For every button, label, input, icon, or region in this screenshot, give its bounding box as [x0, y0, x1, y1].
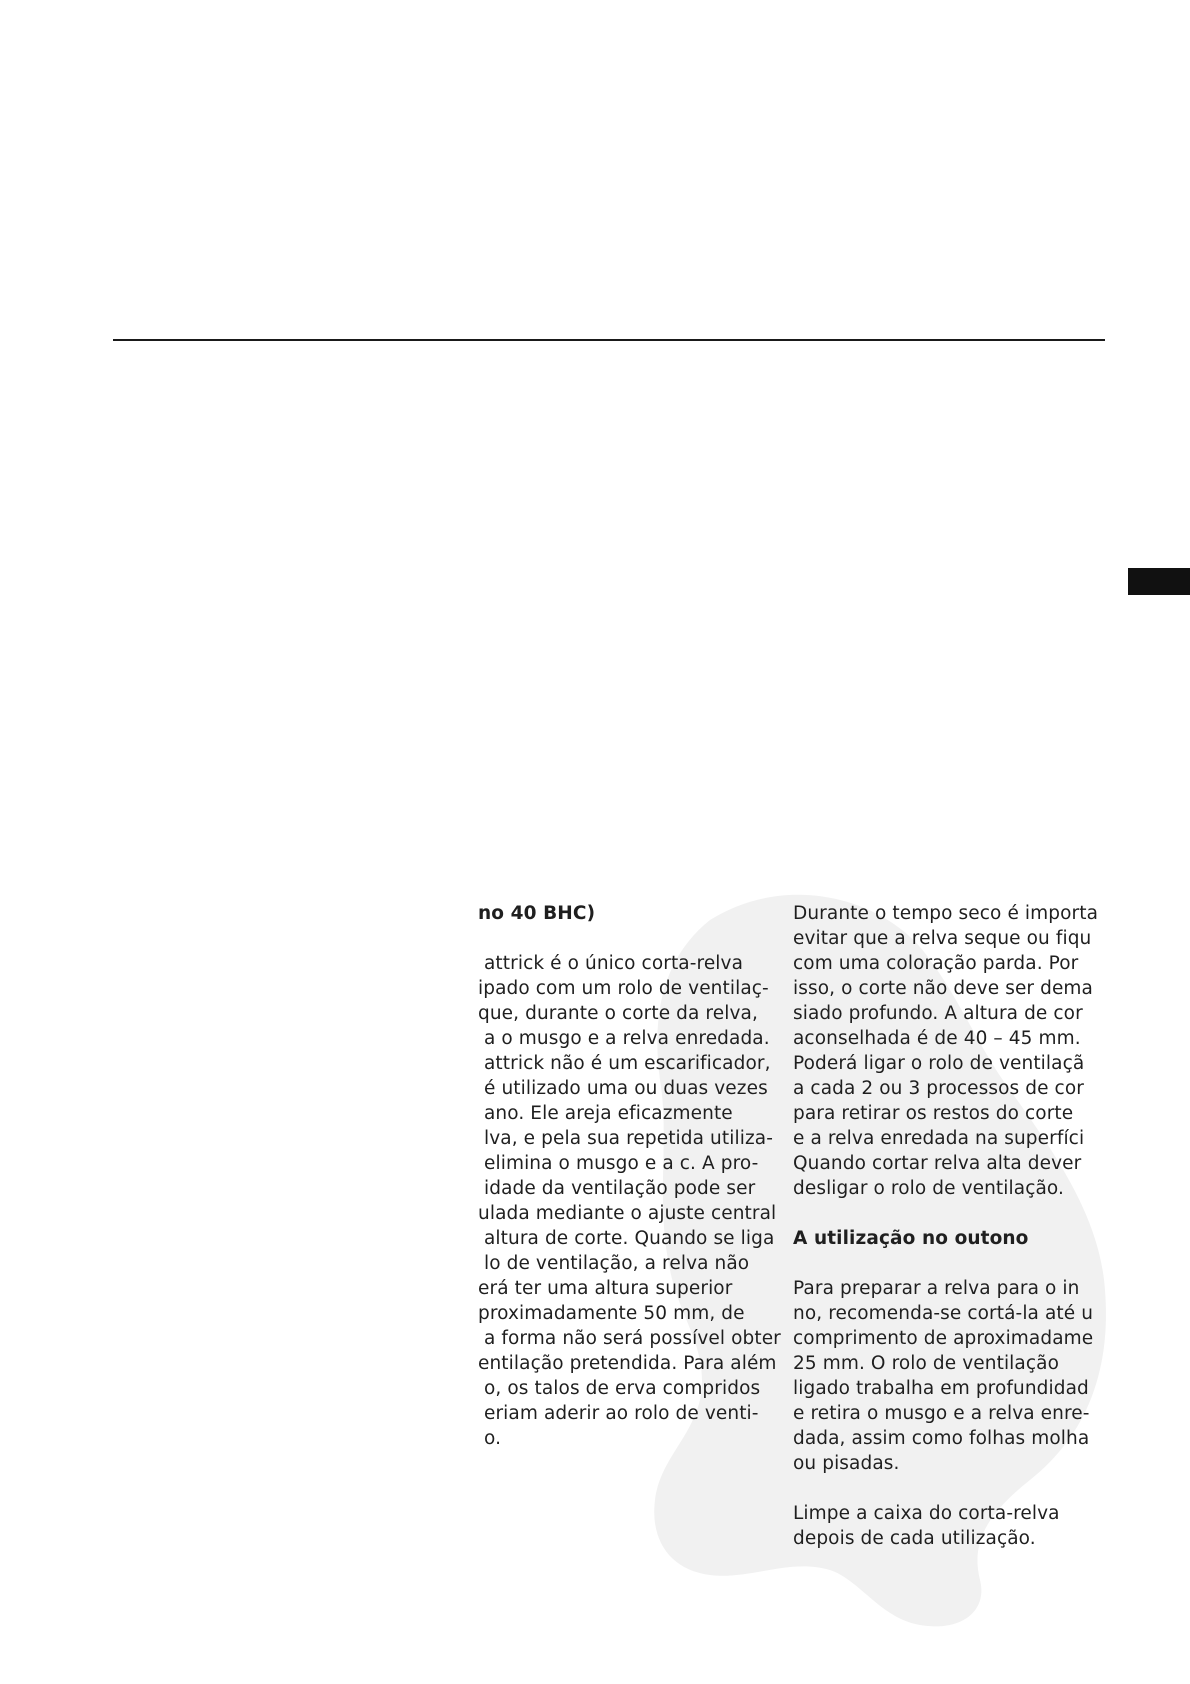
left-line: attrick é o único corta-relva: [478, 953, 744, 974]
spacer: [478, 926, 796, 951]
left-line: altura de corte. Quando se liga: [478, 1228, 775, 1249]
right-line: isso, o corte não deve ser dema: [793, 978, 1093, 999]
left-line: a forma não será possível obter: [478, 1328, 781, 1349]
left-line: o.: [478, 1428, 502, 1449]
autumn-section-heading: A utilização no outono: [793, 1228, 1029, 1249]
right-line: comprimento de aproximadame: [793, 1328, 1094, 1349]
right-line: Para preparar a relva para o in: [793, 1278, 1080, 1299]
right-line: depois de cada utilização.: [793, 1528, 1036, 1549]
left-line: ulada mediante o ajuste central: [478, 1203, 777, 1224]
right-column: [793, 901, 1099, 1551]
spacer: [793, 1201, 1093, 1226]
right-line: aconselhada é de 40 – 45 mm.: [793, 1028, 1081, 1049]
right-line: Durante o tempo seco é importa: [793, 903, 1099, 924]
right-line: e a relva enredada na superfíci: [793, 1128, 1085, 1149]
right-line: desligar o rolo de ventilação.: [793, 1178, 1064, 1199]
right-line: e retira o musgo e a relva enre-: [793, 1403, 1090, 1424]
spacer: [793, 1476, 1093, 1501]
left-line: proximadamente 50 mm, de: [478, 1303, 745, 1324]
left-column: [478, 901, 796, 1451]
left-line: eriam aderir ao rolo de venti-: [478, 1403, 759, 1424]
left-column-heading: no 40 BHC): [478, 903, 596, 924]
left-line: attrick não é um escarificador,: [478, 1053, 771, 1074]
left-line: a o musgo e a relva enredada.: [478, 1028, 770, 1049]
left-line: lo de ventilação, a relva não: [478, 1253, 750, 1274]
right-line: dada, assim como folhas molha: [793, 1428, 1090, 1449]
right-line: Limpe a caixa do corta-relva: [793, 1503, 1060, 1524]
left-line: idade da ventilação pode ser: [478, 1178, 756, 1199]
section-edge-tab: [1128, 568, 1190, 595]
left-line: o, os talos de erva compridos: [478, 1378, 761, 1399]
right-line: ligado trabalha em profundidad: [793, 1378, 1089, 1399]
left-line: erá ter uma altura superior: [478, 1278, 733, 1299]
right-line: evitar que a relva seque ou fiqu: [793, 928, 1092, 949]
left-line: entilação pretendida. Para além: [478, 1353, 777, 1374]
right-line: a cada 2 ou 3 processos de cor: [793, 1078, 1084, 1099]
left-line: ano. Ele areja eficazmente: [478, 1103, 733, 1124]
left-line: ipado com um rolo de ventilaç-: [478, 978, 769, 999]
right-line: siado profundo. A altura de cor: [793, 1003, 1083, 1024]
right-line: no, recomenda-se cortá-la até u: [793, 1303, 1094, 1324]
right-line: Poderá ligar o rolo de ventilaçã: [793, 1053, 1085, 1074]
right-line: 25 mm. O rolo de ventilação: [793, 1353, 1059, 1374]
right-line: ou pisadas.: [793, 1453, 900, 1474]
right-line: para retirar os restos do corte: [793, 1103, 1074, 1124]
left-line: lva, e pela sua repetida utiliza-: [478, 1128, 773, 1149]
right-line: com uma coloração parda. Por: [793, 953, 1079, 974]
header-rule: [113, 339, 1105, 341]
spacer: [793, 1251, 1093, 1276]
right-line: Quando cortar relva alta dever: [793, 1153, 1082, 1174]
left-line: é utilizado uma ou duas vezes: [478, 1078, 768, 1099]
left-line: elimina o musgo e a c. A pro-: [478, 1153, 759, 1174]
left-line: que, durante o corte da relva,: [478, 1003, 758, 1024]
